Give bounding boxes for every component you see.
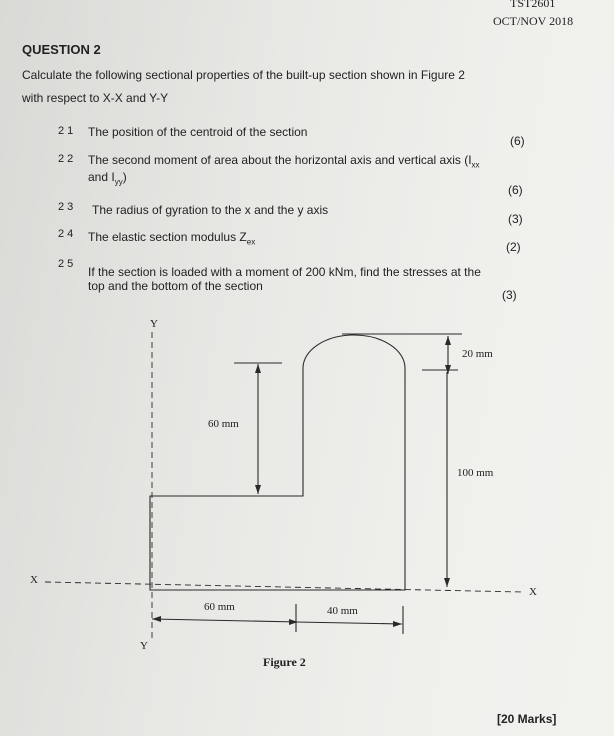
item-marks: (2) (506, 240, 521, 254)
dim-40-line (296, 622, 402, 624)
item-text-cont: top and the bottom of the section (88, 279, 263, 293)
item-text-main: The elastic section modulus Z (88, 230, 247, 244)
dim-label-40: 40 mm (327, 605, 358, 617)
arrowhead (393, 621, 402, 627)
arrowhead (255, 485, 261, 494)
item-subscript: xx (471, 160, 480, 170)
item-number: 2 4 (58, 228, 74, 240)
item-text-main: The second moment of area about the horizontal axis and vertical axis (I (88, 153, 472, 167)
item-subscript: yy (114, 177, 123, 187)
item-text: The radius of gyration to the x and the y axis (92, 203, 329, 217)
item-text: The position of the centroid of the section (88, 125, 308, 139)
arrowhead (289, 619, 298, 625)
arrowhead (444, 578, 450, 587)
arrowhead (152, 616, 161, 622)
item-text: If the section is loaded with a moment of 200 kNm, find the stresses at the (88, 265, 481, 279)
item-number: 2 3 (58, 201, 74, 213)
dim-label-20: 20 mm (462, 348, 493, 360)
course-code: TST2601 (510, 0, 556, 10)
item-number: 2 5 (58, 258, 74, 270)
axis-label-x-left: X (30, 574, 38, 586)
question-intro-line2: with respect to X-X and Y-Y (22, 91, 169, 105)
question-title: QUESTION 2 (22, 42, 101, 57)
item-marks: (3) (508, 212, 523, 226)
item-text-second: and I (88, 170, 115, 184)
exam-date: OCT/NOV 2018 (493, 14, 574, 28)
item-marks: (6) (508, 183, 523, 197)
figure-caption: Figure 2 (263, 655, 306, 669)
dim-label-60-vertical: 60 mm (208, 418, 239, 430)
total-marks: [20 Marks] (497, 712, 557, 726)
dim-label-100: 100 mm (457, 467, 494, 479)
item-marks: (3) (502, 288, 517, 302)
arrowhead (255, 364, 261, 373)
dim-label-60-horizontal: 60 mm (204, 601, 235, 613)
item-number: 2 2 (58, 153, 74, 165)
axis-label-y-top: Y (150, 318, 158, 330)
section-outline (150, 335, 405, 590)
item-number: 2 1 (58, 125, 74, 137)
question-intro-line1: Calculate the following sectional properties of the built-up section shown in Figure 2 (22, 68, 465, 82)
item-subscript: ex (246, 237, 256, 247)
item-marks: (6) (510, 134, 525, 148)
axis-label-y-bottom: Y (140, 640, 148, 652)
dim-60-horizontal-line (152, 619, 298, 622)
item-text-close: ) (122, 170, 127, 184)
axis-label-x-right: X (529, 586, 537, 598)
arrowhead (445, 336, 451, 345)
